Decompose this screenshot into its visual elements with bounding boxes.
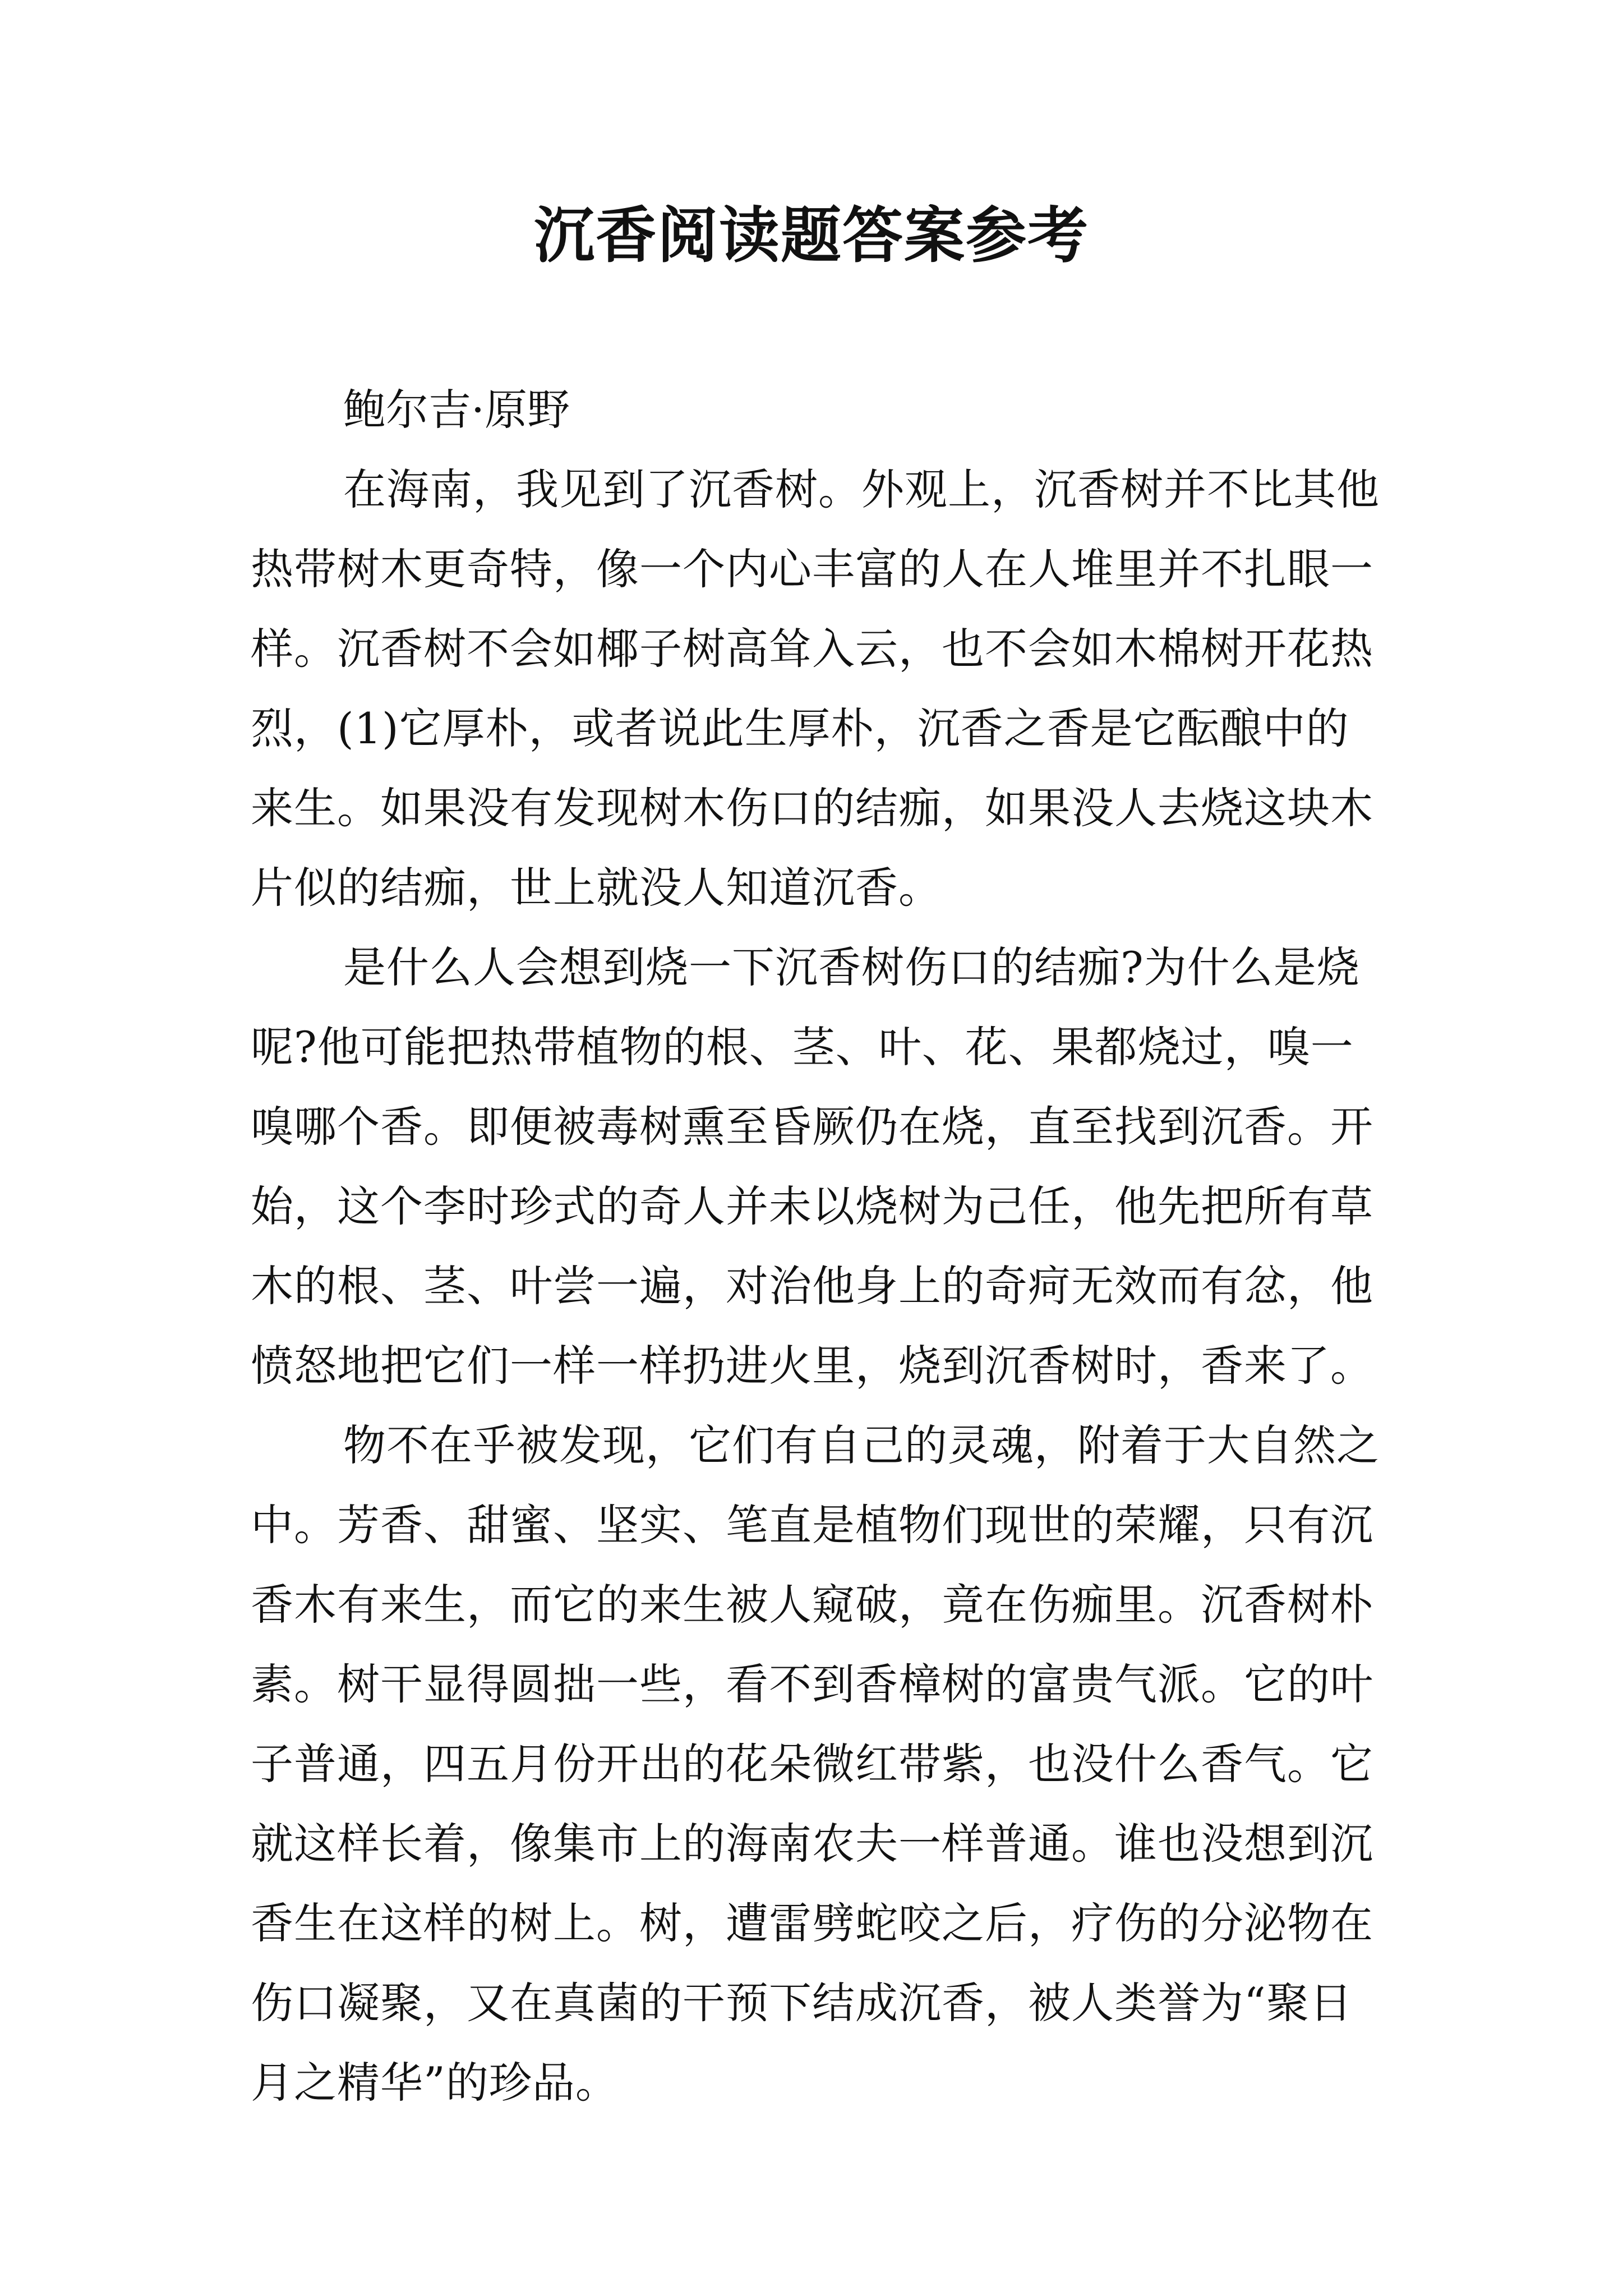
text-line: 嗅哪个香。即便被毒树熏至昏厥仍在烧，直至找到沉香。开 (251, 1102, 1373, 1152)
text-line: 来生。如果没有发现树木伤口的结痂，如果没人去烧这块木 (251, 783, 1373, 833)
document-body (251, 370, 1380, 2123)
text-line: 中。芳香、甜蜜、坚实、笔直是植物们现世的荣耀，只有沉 (251, 1500, 1373, 1550)
text-line: 片似的结痂，世上就没人知道沉香。 (251, 863, 942, 913)
text-line: 香生在这样的树上。树，遭雷劈蛇咬之后，疗伤的分泌物在 (251, 1898, 1373, 1948)
paragraph-3 (251, 1406, 1380, 2123)
text-line: 香木有来生，而它的来生被人窥破，竟在伤痂里。沉香树朴 (251, 1580, 1373, 1630)
text-line: 呢?他可能把热带植物的根、茎、叶、花、果都烧过，嗅一 (251, 1022, 1354, 1072)
text-line: 月之精华”的珍品。 (251, 2058, 619, 2108)
text-line: 物不在乎被发现，它们有自己的灵魂，附着于大自然之 (343, 1420, 1380, 1470)
text-line: 愤怒地把它们一样一样扔进火里，烧到沉香树时，香来了。 (251, 1341, 1373, 1391)
text-line: 热带树木更奇特，像一个内心丰富的人在人堆里并不扎眼一 (251, 544, 1373, 594)
document-title: 沉香阅读题答案参考 (533, 200, 1089, 271)
paragraph-2 (251, 928, 1372, 1406)
text-line: 是什么人会想到烧一下沉香树伤口的结痂?为什么是烧 (343, 942, 1360, 992)
text-line: 样。沉香树不会如椰子树高耸入云，也不会如木棉树开花热 (251, 624, 1373, 674)
text-line: 就这样长着，像集市上的海南农夫一样普通。谁也没想到沉 (251, 1819, 1373, 1869)
text-line: 在海南，我见到了沉香树。外观上，沉香树并不比其他 (343, 464, 1380, 514)
text-line: 木的根、茎、叶尝一遍，对治他身上的奇疴无效而有忿，他 (251, 1261, 1373, 1311)
text-line: 始，这个李时珍式的奇人并未以烧树为己任，他先把所有草 (251, 1181, 1373, 1231)
text-line: 伤口凝聚，又在真菌的干预下结成沉香，被人类誉为“聚日 (251, 1978, 1353, 2028)
text-line: 子普通，四五月份开出的花朵微红带紫，也没什么香气。它 (251, 1739, 1373, 1789)
text-line: 烈，(1)它厚朴，或者说此生厚朴，沉香之香是它酝酿中的 (251, 703, 1349, 753)
paragraph-1 (251, 450, 1380, 928)
author-line: 鲍尔吉·原野 (343, 385, 570, 435)
text-line: 素。树干显得圆拙一些，看不到香樟树的富贵气派。它的叶 (251, 1659, 1373, 1709)
